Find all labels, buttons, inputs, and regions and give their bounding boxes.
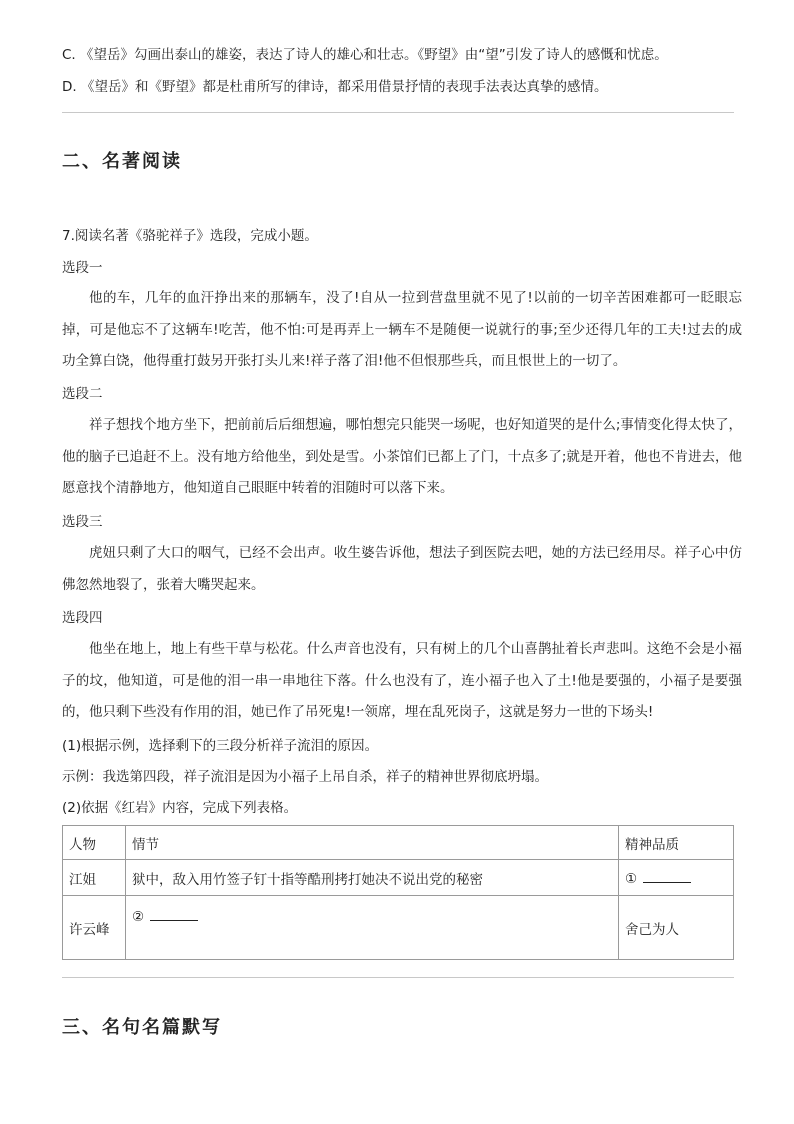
- answer-blank-cell[interactable]: [619, 860, 734, 896]
- section-title-2: 二、名著阅读: [62, 151, 182, 172]
- answer-blank-cell[interactable]: [126, 896, 619, 960]
- table-header-cell: 人物: [63, 826, 126, 860]
- excerpt-text-2: 祥子想找个地方坐下，把前前后后细想遍，哪怕想完只能哭一场呢，也好知道哭的是什么;事情变化得太快了，他的脑子已追赶不上。没有地方给他坐，到处是雪。小茶馆们已都上了门，十点多了;就是开着，他也不肯进去，他愿意找个清静地方，他知道自己眼眶中转着的泪随时可以落下来。: [62, 417, 742, 496]
- option-c: C. 《望岳》勾画出泰山的雄姿，表达了诗人的雄心和壮志。《野望》由“望”引发了诗人的感慨和忧虑。: [62, 47, 668, 63]
- blank-line: [643, 868, 691, 883]
- excerpt-label-1: 选段一: [62, 260, 103, 276]
- blank-marker: ②: [132, 909, 145, 925]
- option-d: D. 《望岳》和《野望》都是杜甫所写的律诗，都采用借景抒情的表现手法表达真挚的感情。: [62, 79, 608, 95]
- subquestion-2: (2)依据《红岩》内容，完成下列表格。: [62, 800, 298, 816]
- example-answer: 示例：我选第四段，祥子流泪是因为小福子上吊自杀，祥子的精神世界彻底坍塌。: [62, 769, 548, 785]
- excerpt-text-4: 他坐在地上，地上有些干草与松花。什么声音也没有，只有树上的几个山喜鹊扯着长声悲叫。这绝不会是小福子的坟，他知道，可是他的泪一串一串地往下落。什么也没有了，连小福子也入了土!他是要强的，小福子是要强的，他只剩下些没有作用的泪，她已作了吊死鬼!一领席，埋在乱死岗子，这就是努力一世的下场头!: [62, 641, 742, 720]
- section-title-3: 三、名句名篇默写: [62, 1017, 222, 1038]
- table-row: [63, 860, 734, 896]
- section-divider: [62, 112, 734, 113]
- table-header-cell: 精神品质: [619, 826, 734, 860]
- excerpt-text-1: 他的车，几年的血汗挣出来的那辆车，没了!自从一拉到营盘里就不见了!以前的一切辛苦困难都可一眨眼忘掉，可是他忘不了这辆车!吃苦，他不怕:可是再弄上一辆车不是随便一说就行的事;至少还得几年的工夫!过去的成功全算白饶，他得重打鼓另开张打头儿来!祥子落了泪!他不但恨那些兵，而且恨世上的一切了。: [62, 290, 742, 369]
- subquestion-1: (1)根据示例，选择剩下的三段分析祥子流泪的原因。: [62, 738, 379, 754]
- excerpt-label-2: 选段二: [62, 386, 103, 402]
- table-cell: 江姐: [63, 860, 126, 896]
- table-header-row: [63, 826, 734, 860]
- table-cell: 狱中，敌入用竹签子钉十指等酷刑拷打她决不说出党的秘密: [126, 860, 619, 896]
- answer-table: [62, 825, 734, 960]
- excerpt-label-3: 选段三: [62, 514, 103, 530]
- excerpt-label-4: 选段四: [62, 610, 103, 626]
- blank-marker: ①: [625, 871, 638, 887]
- excerpt-text-3: 虎妞只剩了大口的咽气，已经不会出声。收生婆告诉他，想法子到医院去吧，她的方法已经用尽。祥子心中仿佛忽然地裂了，张着大嘴哭起来。: [62, 545, 742, 593]
- table-header-cell: 情节: [126, 826, 619, 860]
- section-divider: [62, 977, 734, 978]
- table-cell: 舍己为人: [619, 896, 734, 960]
- table-cell: 许云峰: [63, 896, 126, 960]
- table-row: [63, 896, 734, 960]
- blank-line: [150, 906, 198, 921]
- question-intro: 7.阅读名著《骆驼祥子》选段，完成小题。: [62, 228, 318, 244]
